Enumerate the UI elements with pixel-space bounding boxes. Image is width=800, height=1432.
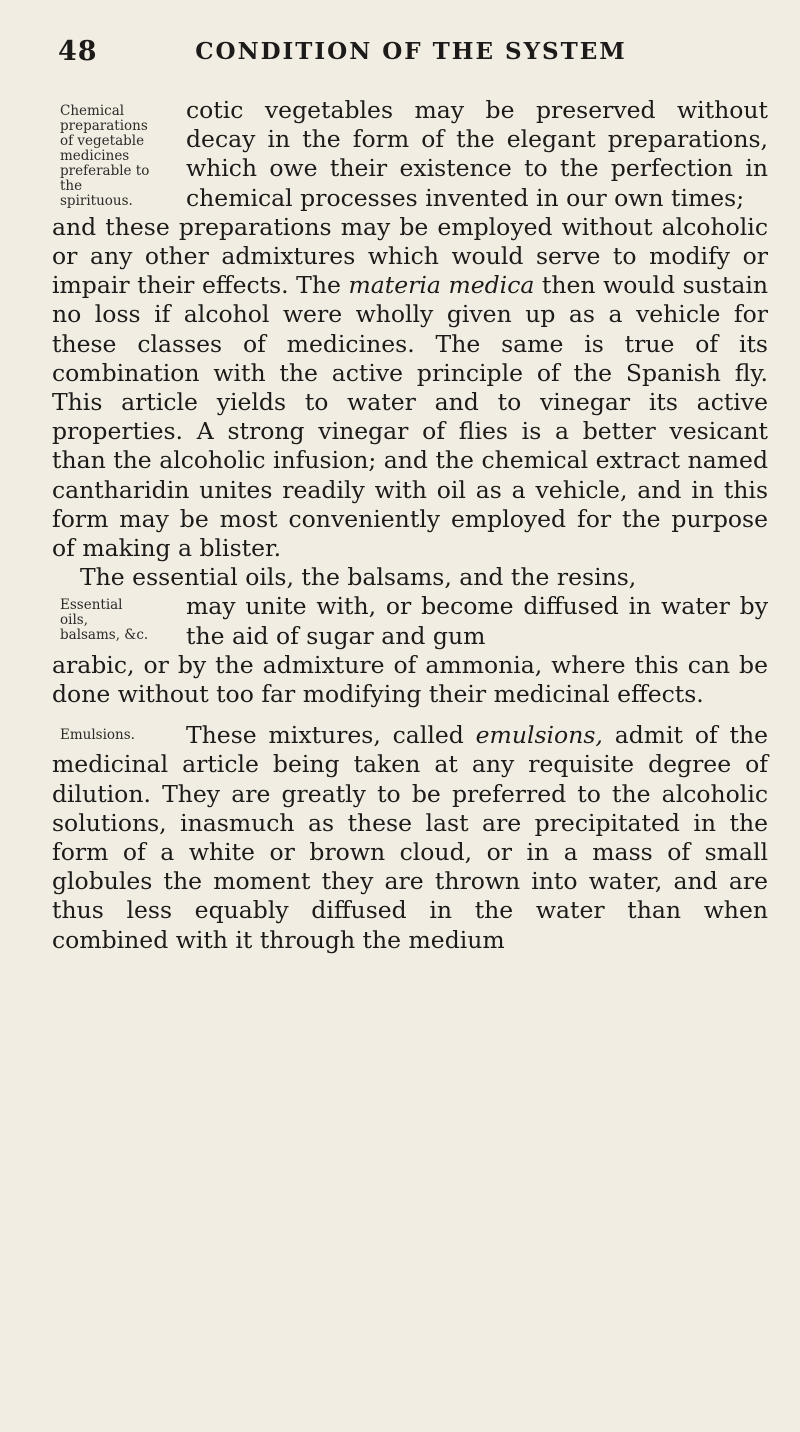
paragraph-2-first-line: The essential oils, the balsams, and the resins, [80, 563, 637, 592]
page-header [58, 36, 764, 76]
paragraph-1-text-a: and these preparations may be employed without alcoholic or any other admixtures which would serve to modify or impair their effects. The [52, 212, 768, 300]
paragraph-2-body: arabic, or by the admixture of ammonia, where this can be done without too far modifying their medicinal effects. [52, 650, 768, 709]
paragraph-2 [52, 563, 768, 709]
paragraph-3 [52, 721, 768, 955]
paragraph-3-italic: emulsions, [475, 721, 603, 750]
side-note-essential-oils: Essential oils, balsams, &c. [60, 597, 149, 644]
paragraph-1-body [52, 213, 768, 563]
side-note-emulsions: Emulsions. [60, 727, 135, 744]
paragraph-1-head: cotic vegetables may be preserved without decay in the form of the elegant preparations, which owe their existence to the perfection in chemical processes invented in our own times; [186, 96, 768, 212]
paragraph-2-head: may unite with, or become diffused in water by the aid of sugar and gum [186, 592, 768, 650]
running-title: CONDITION OF THE SYSTEM [195, 38, 627, 65]
page-number: 48 [58, 36, 98, 67]
body-text [52, 96, 768, 955]
paragraph-1 [52, 96, 768, 563]
paragraph-3-text-a: These mixtures, called [186, 721, 476, 750]
paragraph-3-body [52, 721, 768, 955]
paragraph-1-text-b: then would sustain no loss if alcohol were wholly given up as a vehicle for these classes of medicines. The same is true of its combination with the active principle of the Spanish fly. This article yields to water and to vinegar its active properties. A strong vinegar of flies is a better vesicant than the alcoholic infusion; and the chemical extract named cantharidin unites readily with oil as a vehicle, and in this form may be most conveniently employed for the purpose of making a blister. [52, 271, 768, 563]
paragraph-3-text-b: admit of the medicinal article being taken at any requisite degree of dilution. They are greatly to be preferred to the alcoholic solutions, inasmuch as these last are precipitated in the form of a white or brown cloud, or in a mass of small globules the moment they are thrown into water, and are thus less equably diffused in the water than when combined with it through the medium [52, 721, 768, 954]
paragraph-1-italic: materia medica [348, 271, 535, 300]
side-note-chemical: Chemical preparations of vegetable medicines preferable to the spirituous. [60, 103, 150, 209]
